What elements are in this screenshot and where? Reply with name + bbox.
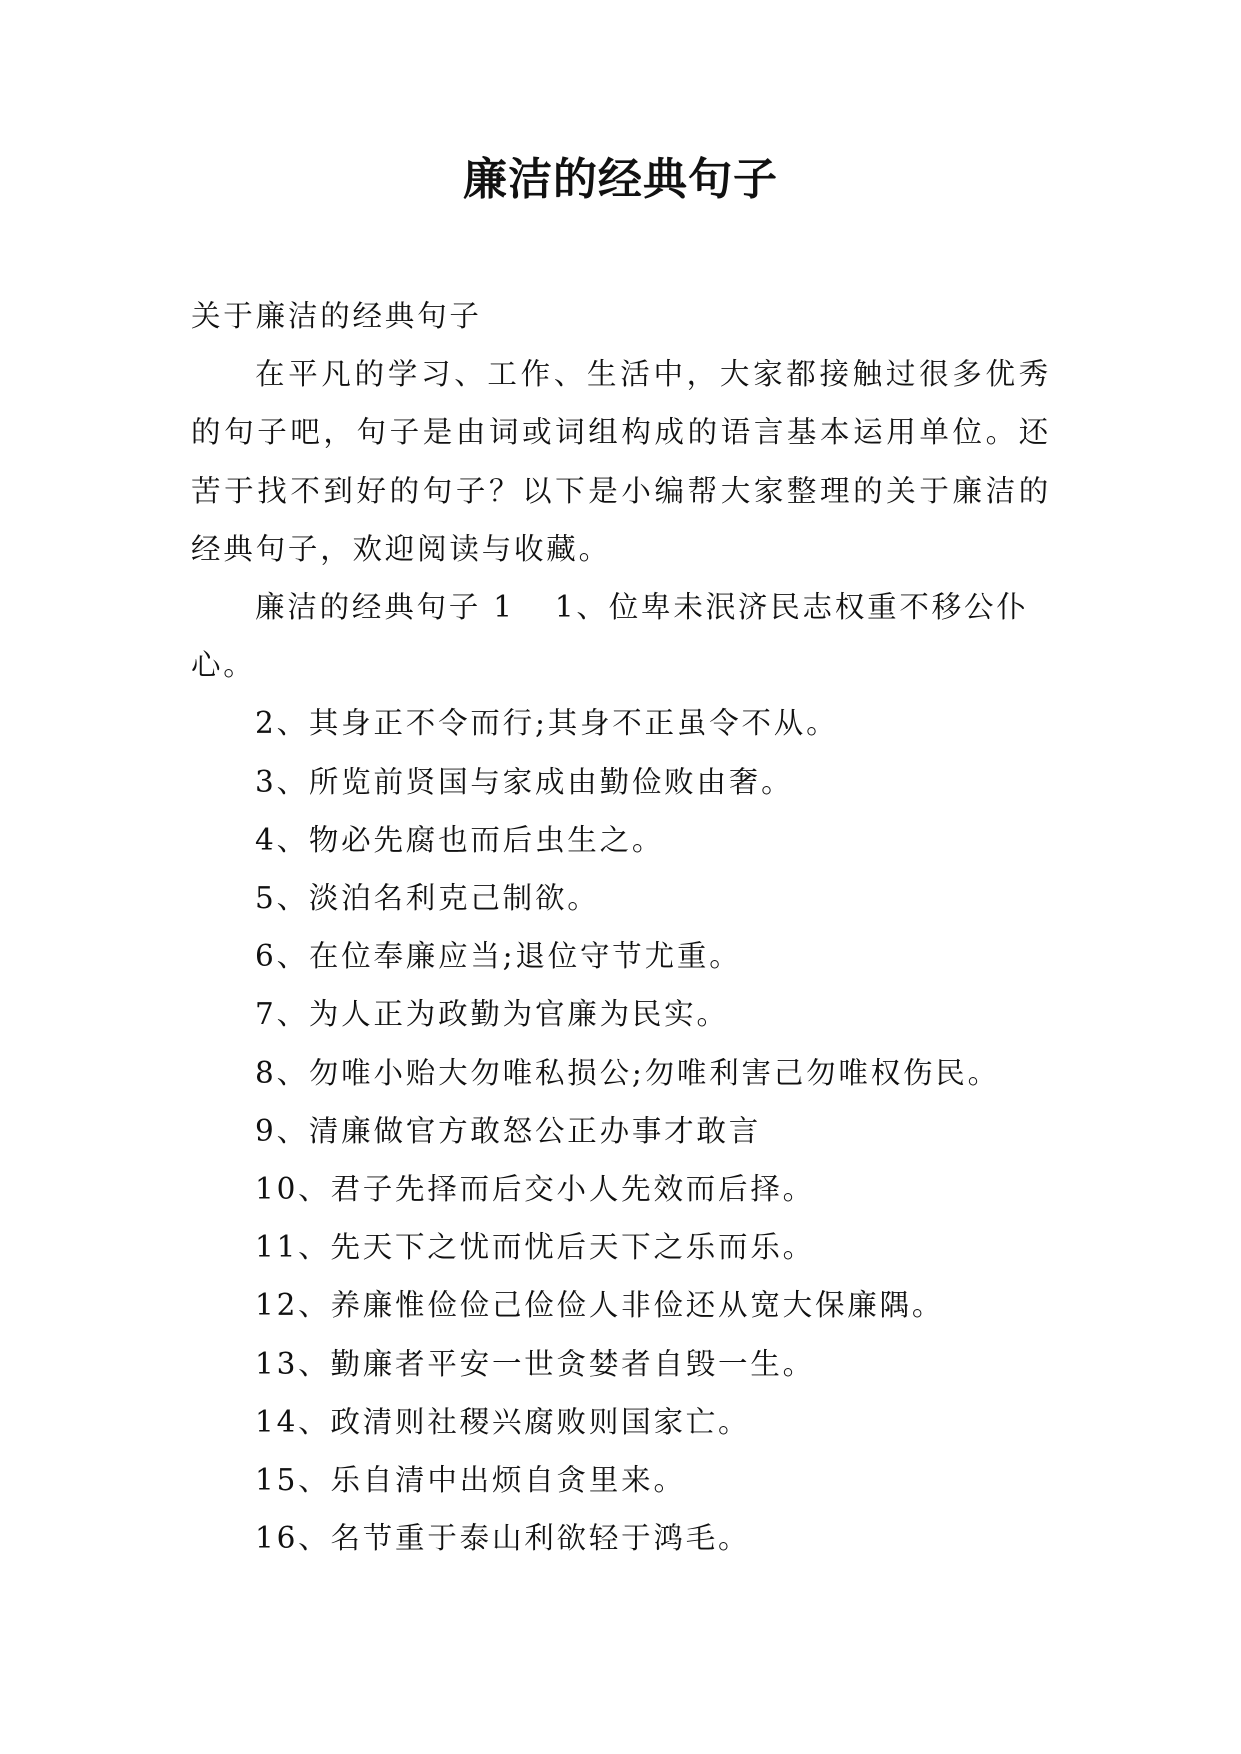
list-item: 4、物必先腐也而后虫生之。 xyxy=(255,822,665,857)
list-item: 2、其身正不令而行;其身不正虽令不从。 xyxy=(255,706,839,741)
section-heading: 廉洁的经典句子 1 xyxy=(255,590,515,625)
section-first-paragraph xyxy=(191,578,1051,694)
list-item: 6、在位奉廉应当;退位守节尤重。 xyxy=(255,939,742,974)
document-title: 廉洁的经典句子 xyxy=(463,154,778,205)
list-item: 10、君子先择而后交小人先效而后择。 xyxy=(255,1172,815,1207)
subheading: 关于廉洁的经典句子 xyxy=(191,299,482,333)
list-item: 1、位卑未泯济民志权重不移公仆心。 xyxy=(191,590,1029,683)
list-item: 11、先天下之忧而忧后天下之乐而乐。 xyxy=(255,1230,815,1265)
list-item: 7、为人正为政勤为官廉为民实。 xyxy=(255,997,729,1032)
list-item: 9、清廉做官方敢怒公正办事才敢言 xyxy=(255,1113,762,1148)
list-item: 5、淡泊名利克己制欲。 xyxy=(255,881,600,916)
list-item: 8、勿唯小贻大勿唯私损公;勿唯利害己勿唯权伤民。 xyxy=(255,1055,1000,1090)
list-item: 14、政清则社稷兴腐败则国家亡。 xyxy=(255,1404,751,1439)
list-item: 16、名节重于泰山利欲轻于鸿毛。 xyxy=(255,1521,751,1556)
list-item: 13、勤廉者平安一世贪婪者自毁一生。 xyxy=(255,1346,815,1381)
list-item: 15、乐自清中出烦自贪里来。 xyxy=(255,1463,686,1498)
list-item: 3、所览前贤国与家成由勤俭败由奢。 xyxy=(255,764,794,799)
list-item: 12、养廉惟俭俭己俭俭人非俭还从宽大保廉隅。 xyxy=(255,1288,945,1323)
intro-paragraph: 在平凡的学习、工作、生活中，大家都接触过很多优秀的句子吧，句子是由词或词组构成的语言基本运用单位。还苦于找不到好的句子？以下是小编帮大家整理的关于廉洁的经典句子，欢迎阅读与收藏。 xyxy=(191,357,1051,566)
document-body xyxy=(191,287,1051,1567)
